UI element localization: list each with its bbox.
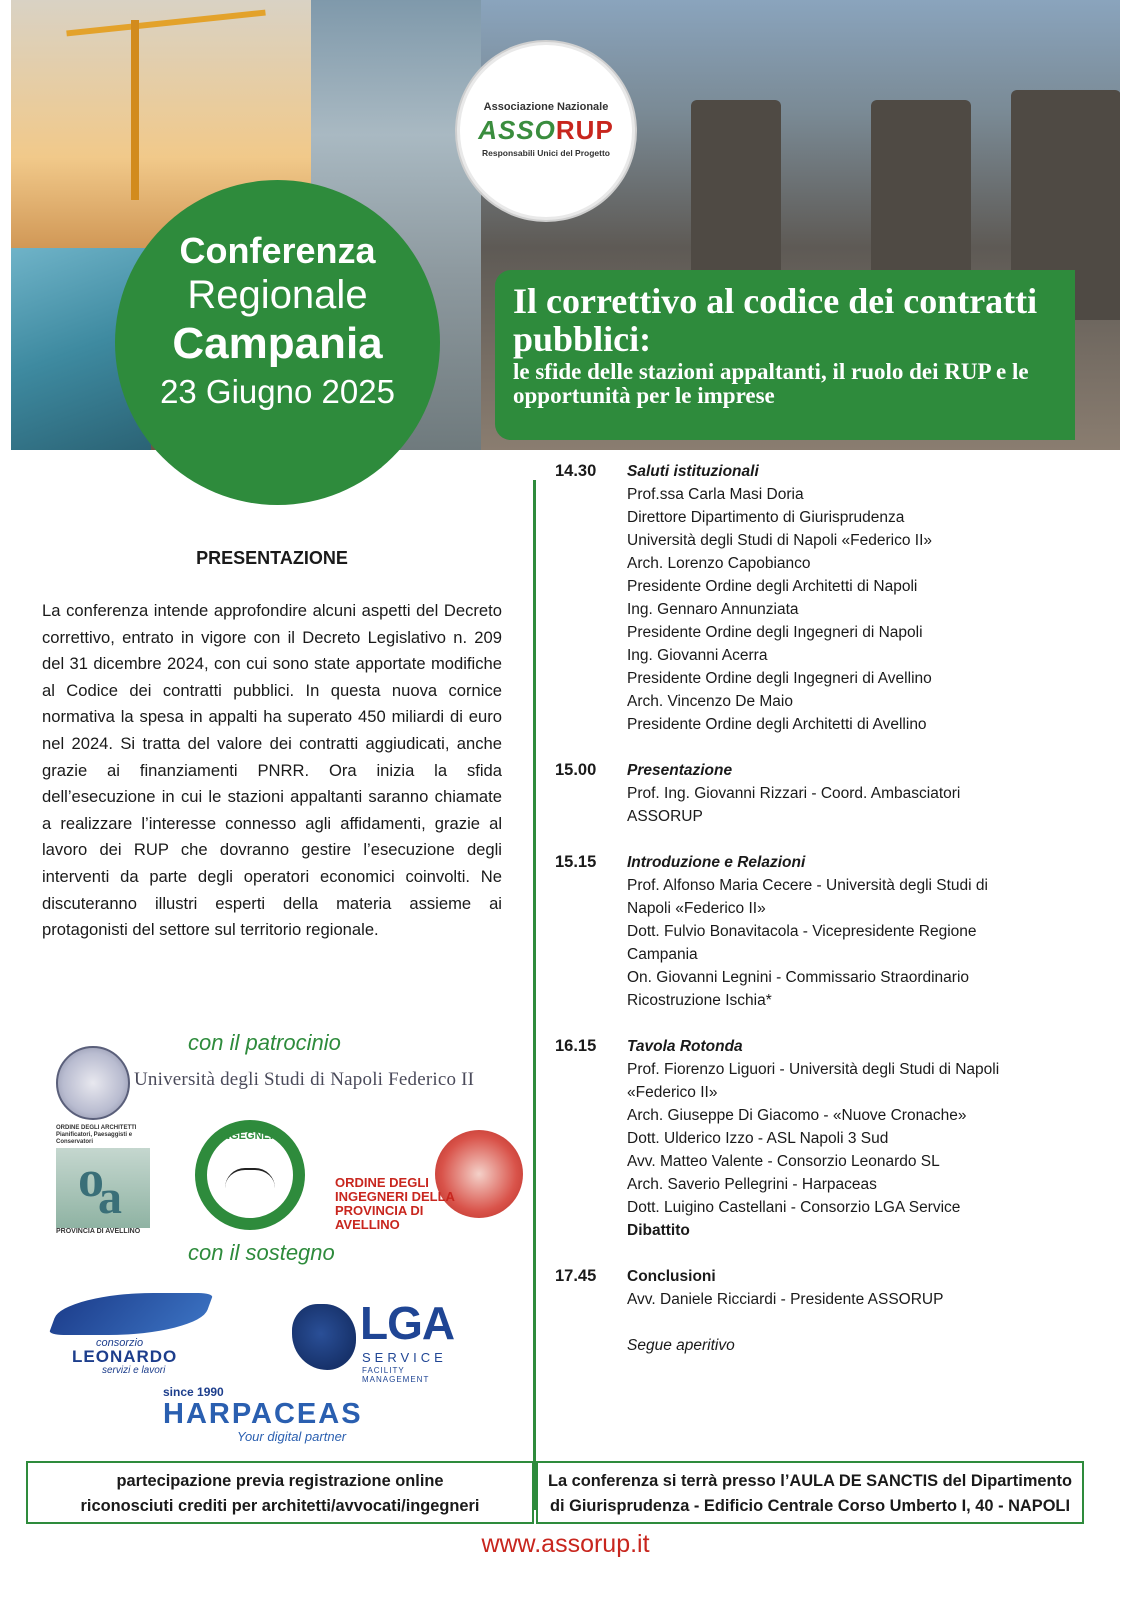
program-line: Campania [627, 946, 698, 963]
program-title: Tavola Rotonda [627, 1038, 743, 1055]
vesuvius-icon [225, 1168, 275, 1188]
program-line: Università degli Studi di Napoli «Federico II» [627, 532, 932, 549]
leonardo-subtitle: servizi e lavori [102, 1365, 166, 1376]
program-line: Dott. Ulderico Izzo - ASL Napoli 3 Sud [627, 1130, 889, 1147]
presentation-heading: PRESENTAZIONE [196, 548, 348, 568]
program-line: Dott. Luigino Castellani - Consorzio LGA Service [627, 1199, 961, 1216]
ingegneri-avellino-label: ORDINE DEGLI INGEGNERI DELLA PROVINCIA DI AVELLINO [335, 1175, 455, 1232]
program-closing-bold: Dibattito [627, 1222, 690, 1239]
program-line: Avv. Matteo Valente - Consorzio Leonardo SL [627, 1153, 940, 1170]
program-title: Conclusioni [627, 1268, 716, 1285]
program-line: Prof. Fiorenzo Liguori - Università degli Studi di Napoli [627, 1061, 1000, 1078]
sostegno-label: con il sostegno [188, 1240, 335, 1265]
conference-title-box [495, 270, 1075, 440]
event-badge [115, 180, 440, 505]
program-title: Saluti istituzionali [627, 463, 759, 480]
program-line: Napoli «Federico II» [627, 900, 766, 917]
logo-association-label: Associazione Nazionale [483, 101, 609, 113]
ordine-architetti-avellino-logo [56, 1125, 150, 1235]
logo-brand-rup: RUP [555, 115, 614, 145]
program-item [555, 1265, 1075, 1357]
program-line: Presidente Ordine degli Architetti di Avellino [627, 716, 927, 733]
leonardo-consorzio-label: consorzio [96, 1337, 144, 1349]
venue-line-1: La conferenza si terrà presso l’AULA DE SANCTIS del Dipartimento [547, 1472, 1072, 1490]
ingegneri-napoli-label: INGEGNERI [219, 1130, 281, 1142]
program-time: 16.15 [555, 1037, 597, 1055]
harpaceas-logo [163, 1385, 363, 1451]
conference-subtitle: le sfide delle stazioni appaltanti, il ruolo dei RUP e le opportunità per le imprese [513, 359, 1029, 408]
program-title: Introduzione e Relazioni [627, 854, 806, 871]
program-item [555, 851, 1075, 1012]
program-time: 14.30 [555, 462, 597, 480]
event-line-conferenza: Conferenza [179, 230, 376, 271]
column-divider [533, 480, 536, 1510]
ordine-ingegneri-napoli-logo [195, 1120, 305, 1230]
program-line: Arch. Giuseppe Di Giacomo - «Nuove Cronache» [627, 1107, 967, 1124]
leonardo-swoosh-icon [48, 1293, 213, 1335]
harpaceas-name: HARPACEAS [163, 1398, 363, 1430]
program-time: 17.45 [555, 1267, 597, 1285]
program-line: Prof.ssa Carla Masi Doria [627, 486, 804, 503]
presentation-text: La conferenza intende approfondire alcuni aspetti del Decreto correttivo, entrato in vigore con il Decreto Legislativo n. 209 del 31 dicembre 2024, con cui sono state apportate modifiche al Codice dei contratti pubblici. In questa nuova cornice normativa la spesa in appalti ha superato 450 miliardi di euro nel 2024. Si tratta del valore dei contratti aggiudicati, anche grazie ai finanziamenti PNRR. Ora inizia la sfida dell’esecuzione in cui le stazioni appaltanti saranno chiamate a realizzare l’interesse connesso agli affidamenti, grazie al lavoro dei RUP che dovranno gestire l’esecuzione degli interventi da parte degli operatori economici coinvolti. Ne discuteranno illustri esperti della materia assieme ai protagonisti del settore sul territorio regionale. [42, 601, 502, 940]
lga-name: LGA [360, 1297, 455, 1349]
ordine-architetti-province: PROVINCIA DI AVELLINO [56, 1228, 141, 1235]
program-line: Ing. Giovanni Acerra [627, 647, 768, 664]
lga-service-logo [292, 1297, 467, 1384]
registration-line: partecipazione previa registrazione online [116, 1472, 444, 1490]
program-item [555, 1035, 1075, 1242]
program-schedule [555, 460, 1075, 1357]
logo-brand-asso: ASSO [478, 115, 556, 145]
logo-subtitle: Responsabili Unici del Progetto [482, 148, 610, 158]
lion-icon [292, 1304, 356, 1370]
unina-seal-icon [56, 1046, 130, 1120]
crane-arm [66, 10, 266, 37]
venue-line-2: di Giurisprudenza - Edificio Centrale Corso Umberto I, 40 - NAPOLI [549, 1497, 1071, 1515]
event-line-campania: Campania [172, 319, 383, 368]
program-line: Prof. Alfonso Maria Cecere - Università degli Studi di [627, 877, 988, 894]
program-line: Ricostruzione Ischia* [627, 992, 772, 1009]
program-closing-italic: Segue aperitivo [627, 1337, 735, 1354]
program-line: Ing. Gennaro Annunziata [627, 601, 799, 618]
program-line: Direttore Dipartimento di Giurisprudenza [627, 509, 905, 526]
program-line: Presidente Ordine degli Architetti di Napoli [627, 578, 918, 595]
harpaceas-tagline: Your digital partner [237, 1429, 347, 1444]
harpaceas-since: since 1990 [163, 1385, 224, 1399]
venue-info-box [536, 1461, 1084, 1524]
program-line: «Federico II» [627, 1084, 718, 1101]
program-line: Dott. Fulvio Bonavitacola - Vicepresidente Regione [627, 923, 977, 940]
program-line: Presidente Ordine degli Ingegneri di Napoli [627, 624, 923, 641]
program-line: Arch. Saverio Pellegrini - Harpaceas [627, 1176, 877, 1193]
unina-name: Università degli Studi di Napoli Federico II [134, 1069, 475, 1090]
program-line: ASSORUP [627, 808, 703, 825]
credits-line: riconosciuti crediti per architetti/avvocati/ingegneri [80, 1497, 480, 1515]
program-time: 15.15 [555, 853, 597, 871]
logo-brand [460, 115, 632, 146]
lga-service-label: SERVICE [362, 1350, 447, 1365]
ordine-architetti-header: ORDINE DEGLI ARCHITETTI Pianificatori, Paesaggisti e Conservatori [56, 1125, 137, 1145]
oa-monogram-icon: o a [56, 1148, 150, 1228]
crane-mast [131, 20, 139, 200]
event-line-regionale: Regionale [187, 273, 368, 317]
lga-facility-label: FACILITY MANAGEMENT [362, 1366, 430, 1384]
program-line: Presidente Ordine degli Ingegneri di Avellino [627, 670, 932, 687]
website-link[interactable]: www.assorup.it [481, 1530, 650, 1558]
leonardo-name: LEONARDO [72, 1347, 178, 1366]
registration-info-box [26, 1461, 534, 1524]
ordine-ingegneri-avellino-logo [335, 1128, 525, 1238]
program-line: Prof. Ing. Giovanni Rizzari - Coord. Ambasciatori [627, 785, 961, 802]
program-line: Avv. Daniele Ricciardi - Presidente ASSORUP [627, 1291, 944, 1308]
program-item [555, 759, 1075, 828]
program-time: 15.00 [555, 761, 597, 779]
assorup-logo [457, 42, 635, 220]
program-line: On. Giovanni Legnini - Commissario Straordinario [627, 969, 970, 986]
patrocinio-label: con il patrocinio [188, 1030, 341, 1055]
event-date: 23 Giugno 2025 [160, 373, 395, 410]
program-item [555, 460, 1075, 736]
program-line: Arch. Vincenzo De Maio [627, 693, 793, 710]
program-title: Presentazione [627, 762, 733, 779]
conference-title: Il correttivo al codice dei contratti pubblici: [513, 281, 1038, 359]
consorzio-leonardo-logo [36, 1275, 211, 1375]
program-line: Arch. Lorenzo Capobianco [627, 555, 811, 572]
